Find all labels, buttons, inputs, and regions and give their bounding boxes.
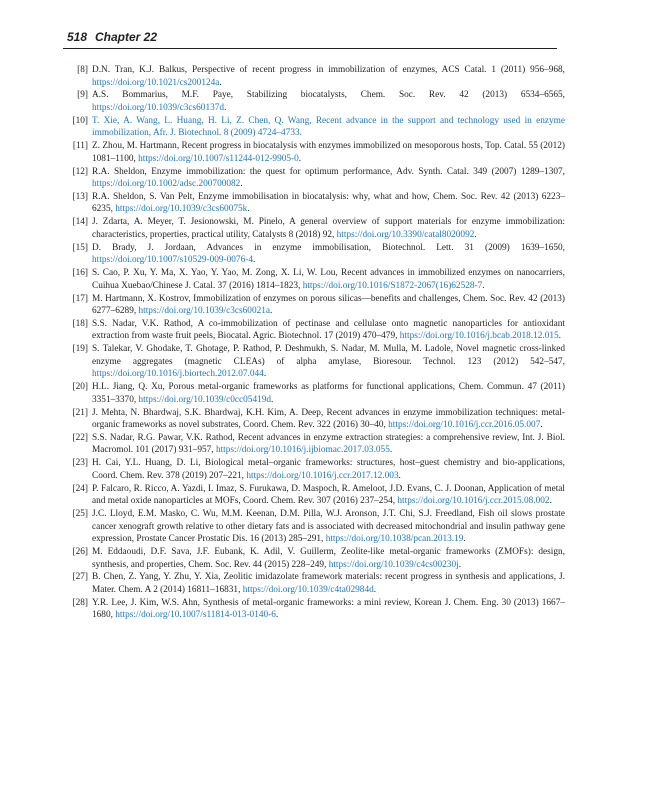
reference-number: [13]	[72, 191, 88, 202]
chapter-title: Chapter 22	[95, 30, 158, 44]
reference-end-punctuation: .	[549, 496, 552, 507]
reference-text: D. Brady, J. Jordaan, Advances in enzyme immobilisation, Biotechnol. Lett. 31 (2009) 1639–1650,	[92, 242, 565, 253]
reference-end-punctuation: .	[240, 179, 243, 190]
running-header	[63, 30, 557, 49]
reference-end-punctuation: .	[398, 470, 401, 481]
doi-link[interactable]: https://doi.org/10.1007/s11244-012-9905-0	[138, 153, 299, 164]
doi-link[interactable]: https://doi.org/10.1016/S1872-2067(16)62528-7	[302, 280, 483, 291]
reference-number: [22]	[72, 432, 88, 443]
doi-link[interactable]: https://doi.org/10.3390/catal8020092	[336, 229, 475, 240]
reference-end-punctuation: .	[263, 369, 267, 380]
reference-end-punctuation: .	[224, 102, 227, 113]
reference-text: S.S. Nadar, R.G. Pawar, V.K. Rathod, Recent advances in enzyme extraction strategies: a comprehensive review, Int. J. Biol. Macromol. 101 (2017) 931–957,	[92, 432, 565, 456]
reference-end-punctuation: .	[458, 559, 462, 570]
reference-item	[68, 293, 565, 318]
reference-number: [28]	[72, 597, 88, 608]
reference-number: [19]	[72, 344, 88, 355]
reference-number: [24]	[72, 483, 88, 494]
reference-number: [15]	[72, 242, 88, 253]
reference-end-punctuation: .	[463, 534, 466, 545]
doi-link[interactable]: https://doi.org/10.1038/pcan.2013.19	[325, 534, 464, 545]
doi-link[interactable]: https://doi.org/10.1016/j.bcab.2018.12.015	[399, 331, 559, 342]
reference-end-punctuation: .	[252, 255, 256, 266]
doi-link[interactable]: https://doi.org/10.1039/c0cc05419d	[138, 394, 272, 405]
reference-end-punctuation: .	[270, 306, 273, 317]
reference-end-punctuation: .	[271, 394, 274, 405]
reference-number: [26]	[72, 547, 88, 558]
reference-end-punctuation: .	[558, 331, 561, 342]
reference-item	[68, 597, 565, 622]
reference-item	[68, 318, 565, 343]
reference-number: [23]	[72, 458, 88, 469]
doi-link[interactable]: https://doi.org/10.1007/s10529-009-0076-4	[92, 255, 253, 266]
reference-end-punctuation: .	[373, 584, 377, 595]
doi-link[interactable]: https://doi.org/10.1016/j.ijbiomac.2017.03.055	[215, 445, 390, 456]
reference-item	[68, 140, 565, 165]
reference-item	[68, 166, 565, 191]
reference-number: [8]	[77, 65, 88, 75]
reference-item	[68, 242, 565, 267]
reference-number: [9]	[77, 90, 88, 101]
reference-text: S. Talekar, V. Ghodake, T. Ghotage, P. Rathod, P. Deshmukh, S. Nadar, M. Mulla, M. Ladole, Novel magnetic cross-linked enzyme aggregates (magnetic CLEAs) of alpha amylase, Bioresour. Technol. 123 (2012) 542–547,	[92, 344, 565, 367]
doi-link[interactable]: https://doi.org/10.1016/j.ccr.2016.05.007	[388, 420, 541, 431]
reference-item	[68, 216, 565, 241]
reference-end-punctuation: .	[275, 610, 279, 621]
reference-text: M. Hartmann, X. Kostrov, Immobilization of enzymes on porous silicas—benefits and challenges, Chem. Soc. Rev. 42 (2013) 6277–6289,	[92, 293, 565, 317]
reference-text: J. Zdarta, A. Meyer, T. Jesionowski, M. Pinelo, A general overview of support materials for enzyme immobilization: characteristics, properties, practical utility, Catalysts 8 (2018) 92,	[92, 217, 565, 240]
reference-text: B. Chen, Z. Yang, Y. Zhu, Y. Xia, Zeolitic imidazolate framework materials: recent progress in synthesis and applications, J. Mater. Chem. A 2 (2014) 16811–16831,	[92, 572, 565, 595]
reference-item	[68, 432, 565, 457]
reference-text: R.A. Sheldon, S. Van Pelt, Enzyme immobilisation in biocatalysis: why, what and how, Chem. Soc. Rev. 42 (2013) 6223–6235,	[92, 191, 565, 215]
reference-item	[68, 191, 565, 216]
reference-end-punctuation: .	[474, 229, 477, 240]
reference-item	[68, 546, 565, 571]
reference-item	[68, 115, 565, 140]
reference-number: [18]	[72, 318, 88, 329]
doi-link[interactable]: https://doi.org/10.1021/cs200124a	[92, 77, 220, 88]
reference-text: M. Eddaoudi, D.F. Sava, J.F. Eubank, K. Adil, V. Guillerm, Zeolite-like metal-organic frameworks (ZMOFs): design, synthesis, and properties, Chem. Soc. Rev. 44 (2015) 228–249,	[92, 547, 565, 570]
reference-number: [12]	[72, 166, 88, 177]
reference-text: H. Cai, Y.L. Huang, D. Li, Biological metal–organic frameworks: structures, host–guest chemistry and bio-applications, Coord. Chem. Rev. 378 (2019) 207–221,	[92, 458, 565, 481]
reference-item	[68, 381, 565, 406]
reference-item	[68, 343, 565, 381]
reference-end-punctuation: .	[482, 280, 485, 291]
reference-item	[68, 457, 565, 482]
reference-item	[68, 89, 565, 114]
reference-item	[68, 571, 565, 596]
doi-link[interactable]: https://doi.org/10.1016/j.ccr.2017.12.003	[246, 470, 399, 481]
reference-text: J.C. Lloyd, E.M. Masko, C. Wu, M.M. Keenan, D.M. Pilla, W.J. Aronson, J.T. Chi, S.J. Freedland, Fish oil slows prostate cancer xenograft growth relative to other dietary fats and is associated with decreased mitochondrial and insulin pathway gene expression, Prostate Cancer Prostatic Dis. 16 (2013) 285–291,	[92, 509, 565, 545]
reference-number: [14]	[72, 217, 88, 228]
reference-text: S. Cao, P. Xu, Y. Ma, X. Yao, Y. Yao, M. Zong, X. Li, W. Lou, Recent advances in immobilized enzymes on nanocarriers, Cuihua Xuebao/Chinese J. Catal. 37 (2016) 1814–1823,	[92, 268, 565, 291]
reference-item	[68, 64, 565, 89]
doi-link[interactable]: https://doi.org/10.1039/c4ta02984d	[242, 584, 374, 595]
reference-text: J. Mehta, N. Bhardwaj, S.K. Bhardwaj, K.H. Kim, A. Deep, Recent advances in enzyme immobilization techniques: metal-organic frameworks as novel substrates, Coord. Chem. Rev. 322 (2016) 30–40,	[92, 407, 565, 431]
reference-number: [25]	[72, 509, 88, 520]
reference-number: [27]	[72, 572, 88, 583]
reference-text: Y.R. Lee, J. Kim, W.S. Ahn, Synthesis of metal-organic frameworks: a mini review, Korean J. Chem. Eng. 30 (2013) 1667–1680,	[92, 597, 565, 621]
doi-link[interactable]: https://doi.org/10.1016/j.ccr.2015.08.002	[397, 496, 550, 507]
reference-text: T. Xie, A. Wang, L. Huang, H. Li, Z. Chen, Q. Wang, Recent advance in the support and technology used in enzyme immobilization, Afr. J. Biotechnol. 8 (2009) 4724–4733.	[92, 115, 565, 139]
doi-link[interactable]: https://doi.org/10.1016/j.biortech.2012.07.044	[92, 369, 264, 380]
reference-text: H.L. Jiang, Q. Xu, Porous metal-organic frameworks as platforms for functional applications, Chem. Commun. 47 (2011) 3351–3370,	[92, 382, 565, 405]
doi-link[interactable]: https://doi.org/10.1039/c4cs00230j	[328, 559, 459, 570]
reference-item	[68, 508, 565, 546]
doi-link[interactable]: https://doi.org/10.1039/c3cs60075k	[115, 204, 248, 215]
reference-text: A.S. Bommarius, M.F. Paye, Stabilizing biocatalysts, Chem. Soc. Rev. 42 (2013) 6534–6565,	[92, 90, 565, 101]
doi-link[interactable]: https://doi.org/10.1039/c3cs60021a	[138, 306, 271, 317]
reference-text: D.N. Tran, K.J. Balkus, Perspective of recent progress in immobilization of enzymes, ACS Catal. 1 (2011) 956–968,	[92, 65, 565, 75]
reference-number: [10]	[72, 115, 88, 126]
doi-link[interactable]: https://doi.org/10.1007/s11814-013-0140-6	[115, 610, 276, 621]
reference-end-punctuation: .	[389, 445, 393, 456]
reference-number: [21]	[72, 407, 88, 418]
reference-item	[68, 407, 565, 432]
reference-end-punctuation: .	[298, 153, 302, 164]
reference-end-punctuation: .	[540, 420, 543, 431]
reference-item	[68, 267, 565, 292]
reference-number: [20]	[72, 382, 88, 393]
reference-end-punctuation: .	[247, 204, 250, 215]
reference-number: [11]	[72, 141, 88, 152]
reference-end-punctuation: .	[219, 77, 222, 88]
reference-text: P. Falcaro, R. Ricco, A. Yazdi, I. Imaz, S. Furukawa, D. Maspoch, R. Ameloot, J.D. Evans, C. J. Doonan, Application of metal and metal oxide nanoparticles at MOFs, Coord. Chem. Rev. 307 (2016) 237–254,	[92, 483, 565, 507]
doi-link[interactable]: https://doi.org/10.1002/adsc.200700082	[92, 179, 241, 190]
page-number: 518	[67, 30, 88, 44]
reference-number: [16]	[72, 268, 88, 279]
reference-item	[68, 483, 565, 508]
doi-link[interactable]: https://doi.org/10.1039/c3cs60137d	[92, 102, 225, 113]
reference-text: R.A. Sheldon, Enzyme immobilization: the quest for optimum performance, Adv. Synth. Catal. 349 (2007) 1289–1307,	[92, 166, 565, 177]
reference-list	[68, 64, 565, 622]
reference-text: Z. Zhou, M. Hartmann, Recent progress in biocatalysis with enzymes immobilized on mesoporous hosts, Top. Catal. 55 (2012) 1081–1100,	[92, 141, 565, 164]
reference-number: [17]	[72, 293, 88, 304]
reference-text: S.S. Nadar, V.K. Rathod, A co-immobilization of pectinase and cellulase onto magnetic nanoparticles for antioxidant extraction from waste fruit peels, Biocatal. Agric. Biotechnol. 17 (2019) 470–479,	[92, 318, 565, 342]
